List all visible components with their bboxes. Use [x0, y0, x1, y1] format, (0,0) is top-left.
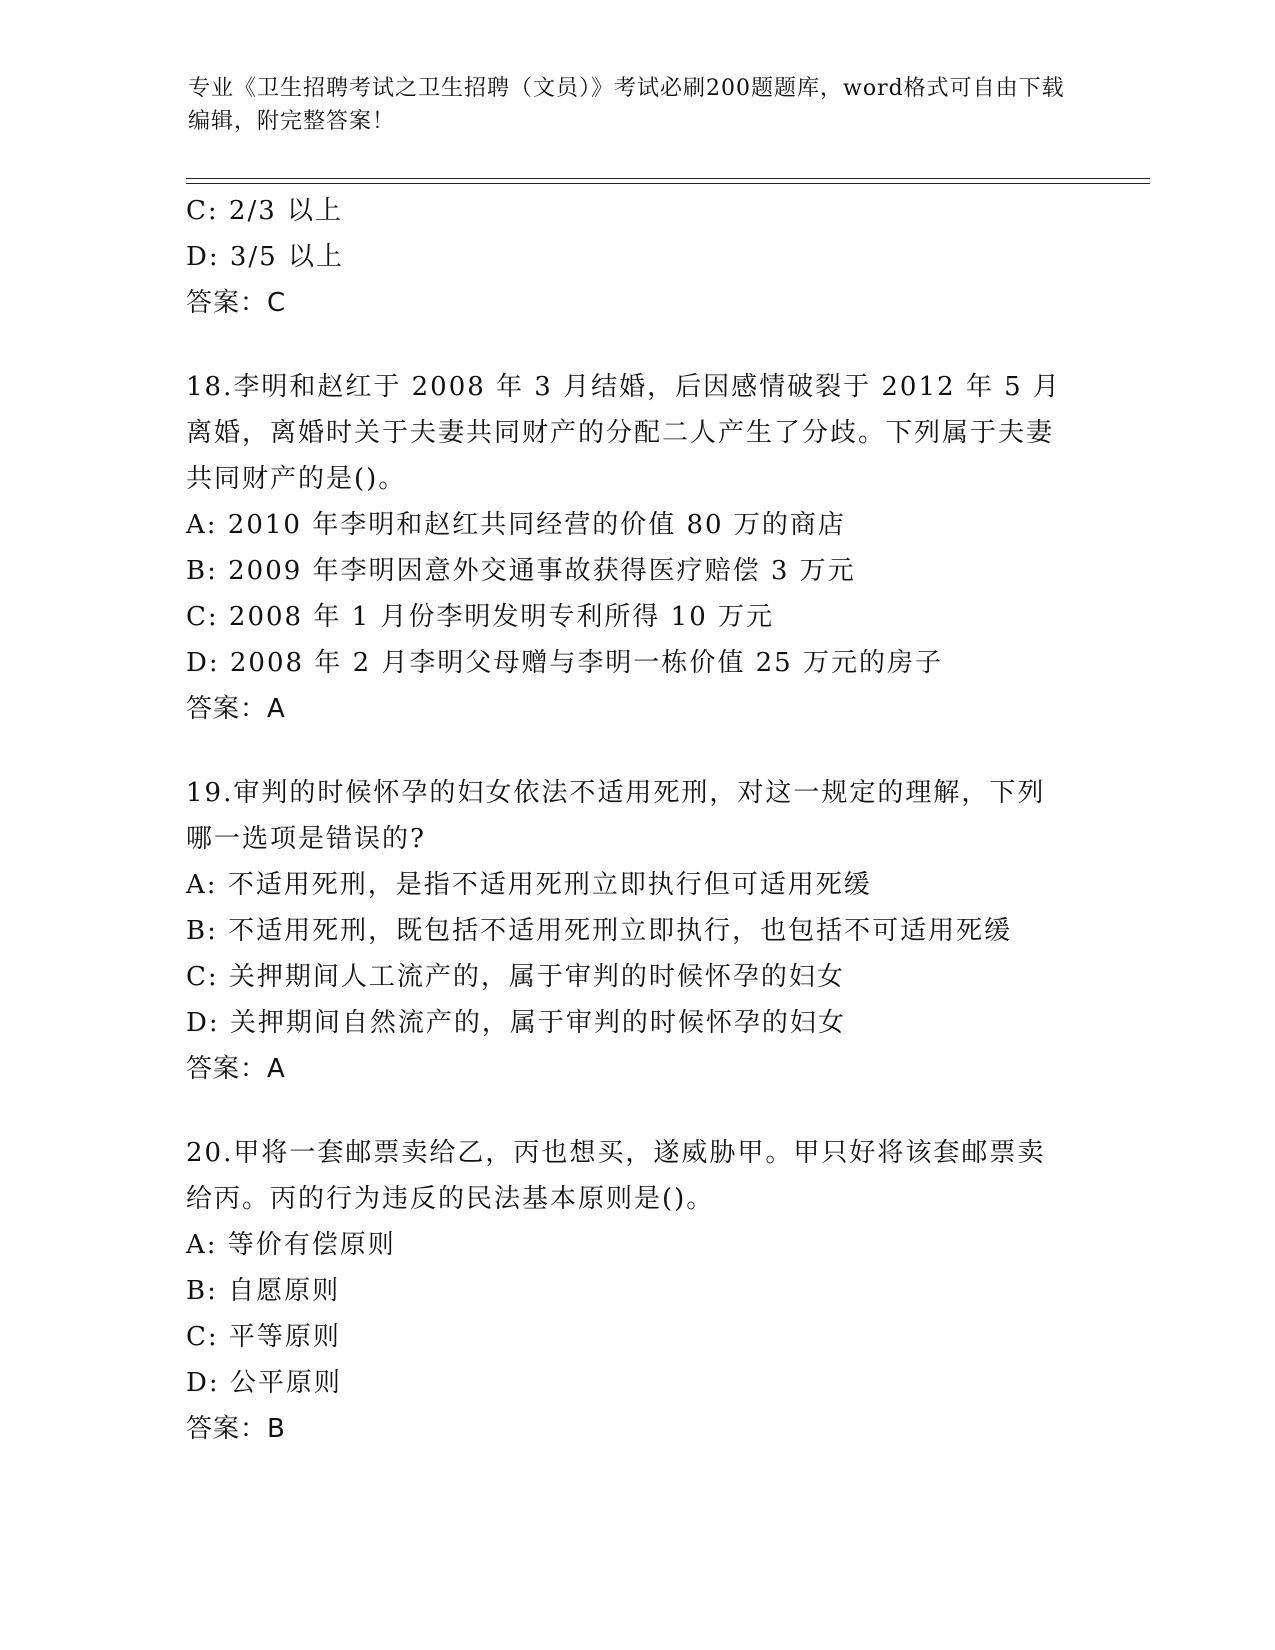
- document-header: 专业《卫生招聘考试之卫生招聘（文员）》考试必刷200题题库，word格式可自由下载编辑，附完整答案！: [188, 76, 1065, 134]
- question-content: [186, 188, 1086, 1452]
- question-18: [186, 364, 1086, 732]
- question-20: [186, 1130, 1086, 1452]
- option-a: A: 不适用死刑，是指不适用死刑立即执行但可适用死缓: [186, 870, 872, 900]
- question-stem: 19.审判的时候怀孕的妇女依法不适用死刑，对这一规定的理解，下列哪一选项是错误的?: [186, 778, 1046, 854]
- option-c: C: 关押期间人工流产的，属于审判的时候怀孕的妇女: [186, 962, 845, 992]
- option-b: B: 不适用死刑，既包括不适用死刑立即执行，也包括不可适用死缓: [186, 916, 1013, 946]
- option-c: C: 2008 年 1 月份李明发明专利所得 10 万元: [186, 602, 775, 632]
- answer-line: 答案：A: [186, 694, 286, 724]
- option-a: A: 等价有偿原则: [186, 1230, 396, 1260]
- question-stem: 18.李明和赵红于 2008 年 3 月结婚，后因感情破裂于 2012 年 5 月离婚，离婚时关于夫妻共同财产的分配二人产生了分歧。下列属于夫妻共同财产的是()。: [186, 372, 1061, 494]
- option-b: B: 2009 年李明因意外交通事故获得医疗赔偿 3 万元: [186, 556, 856, 586]
- carryover-block: [186, 188, 1086, 326]
- header-rule-bottom: [186, 183, 1150, 184]
- option-d: D: 公平原则: [186, 1368, 342, 1398]
- option-d: D: 关押期间自然流产的，属于审判的时候怀孕的妇女: [186, 1008, 846, 1038]
- question-19: [186, 770, 1086, 1092]
- answer-line: 答案：B: [186, 1414, 286, 1444]
- option-d: D: 2008 年 2 月李明父母赠与李明一栋价值 25 万元的房子: [186, 648, 943, 678]
- answer-line: 答案：C: [186, 288, 287, 318]
- option-a: A: 2010 年李明和赵红共同经营的价值 80 万的商店: [186, 510, 846, 540]
- question-stem: 20.甲将一套邮票卖给乙，丙也想买，遂威胁甲。甲只好将该套邮票卖给丙。丙的行为违反的民法基本原则是()。: [186, 1138, 1046, 1214]
- option-d: D: 3/5 以上: [186, 242, 344, 272]
- option-b: B: 自愿原则: [186, 1276, 341, 1306]
- answer-line: 答案：A: [186, 1054, 286, 1084]
- option-c: C: 2/3 以上: [186, 196, 344, 226]
- header-rule-top: [186, 178, 1150, 179]
- option-c: C: 平等原则: [186, 1322, 341, 1352]
